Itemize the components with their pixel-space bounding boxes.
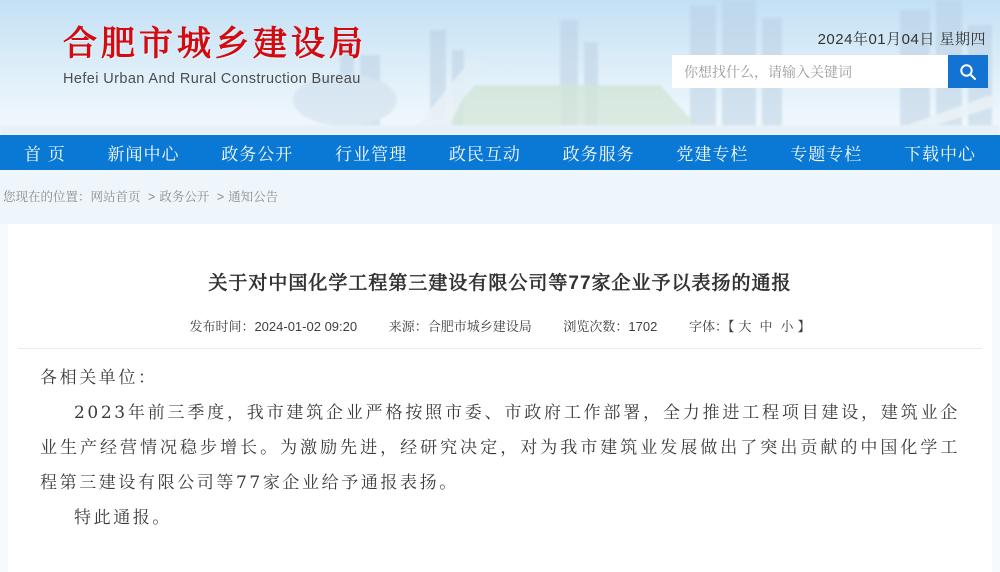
source xyxy=(389,319,532,334)
site-header xyxy=(0,0,1000,135)
breadcrumb-gov-disclosure[interactable]: 政务公开 xyxy=(159,190,210,204)
view-count-label: 浏览次数： xyxy=(563,319,629,334)
font-size-bracket-close: 】 xyxy=(797,319,811,334)
article-paragraph: 2023年前三季度，我市建筑企业严格按照市委、市政府工作部署，全力推进工程项目建设，建筑业企业生产经营情况稳步增长。为激励先进，经研究决定，对为我市建筑业发展做出了突出贡献的中国化学工程第三建设有限公司等77家企业给予通报表扬。 xyxy=(40,403,960,493)
nav-item-party[interactable]: 党建专栏 xyxy=(676,145,749,164)
search-button[interactable] xyxy=(948,55,988,88)
source-value: 合肥市城乡建设局 xyxy=(427,319,532,334)
article-card xyxy=(8,224,992,572)
nav-item-industry[interactable]: 行业管理 xyxy=(335,145,408,164)
font-size-large-button[interactable]: 大 xyxy=(738,319,752,334)
search-input[interactable] xyxy=(672,55,948,88)
search-bar xyxy=(672,55,988,88)
site-title-cn: 合肥市城乡建设局 xyxy=(63,25,367,63)
current-date: 2024年01月04日 星期四 xyxy=(817,31,986,48)
article-body xyxy=(8,361,992,536)
page-main xyxy=(0,224,1000,572)
nav-item-home[interactable]: 首 页 xyxy=(24,145,66,164)
article-paragraph: 各相关单位： xyxy=(40,368,158,388)
site-logo xyxy=(63,24,367,87)
breadcrumb-home[interactable]: 网站首页 xyxy=(90,190,141,204)
view-count xyxy=(563,319,657,334)
search-icon xyxy=(958,62,978,82)
breadcrumb-notices[interactable]: 通知公告 xyxy=(228,190,279,204)
nav-item-topics[interactable]: 专题专栏 xyxy=(790,145,863,164)
publish-time-label: 发布时间： xyxy=(189,319,255,334)
site-title-en: Hefei Urban And Rural Construction Bureau xyxy=(63,71,361,87)
font-size-bracket-open: 【 xyxy=(727,319,735,334)
main-nav xyxy=(0,135,1000,170)
nav-item-interaction[interactable]: 政民互动 xyxy=(448,145,521,164)
nav-item-news[interactable]: 新闻中心 xyxy=(107,145,180,164)
source-label: 来源： xyxy=(388,319,428,334)
breadcrumb-separator: > xyxy=(148,190,156,204)
breadcrumb-separator: > xyxy=(216,190,225,204)
font-size-label: 字体： xyxy=(688,319,728,334)
article-paragraph: 特此通报。 xyxy=(74,508,172,528)
font-size-small-button[interactable]: 小 xyxy=(780,319,794,334)
publish-time-value: 2024-01-02 09:20 xyxy=(254,319,358,334)
font-size-control xyxy=(689,319,811,334)
breadcrumb xyxy=(0,170,1000,224)
article-title: 关于对中国化学工程第三建设有限公司等77家企业予以表扬的通报 xyxy=(208,273,792,294)
view-count-value: 1702 xyxy=(628,319,658,334)
font-size-medium-button[interactable]: 中 xyxy=(759,319,773,334)
breadcrumb-prefix: 您现在的位置： xyxy=(3,190,91,204)
nav-item-downloads[interactable]: 下载中心 xyxy=(903,145,976,164)
nav-item-gov-disclosure[interactable]: 政务公开 xyxy=(221,145,294,164)
meta-divider xyxy=(18,348,982,349)
publish-time xyxy=(189,319,357,334)
nav-item-services[interactable]: 政务服务 xyxy=(562,145,635,164)
article-meta xyxy=(8,316,992,335)
